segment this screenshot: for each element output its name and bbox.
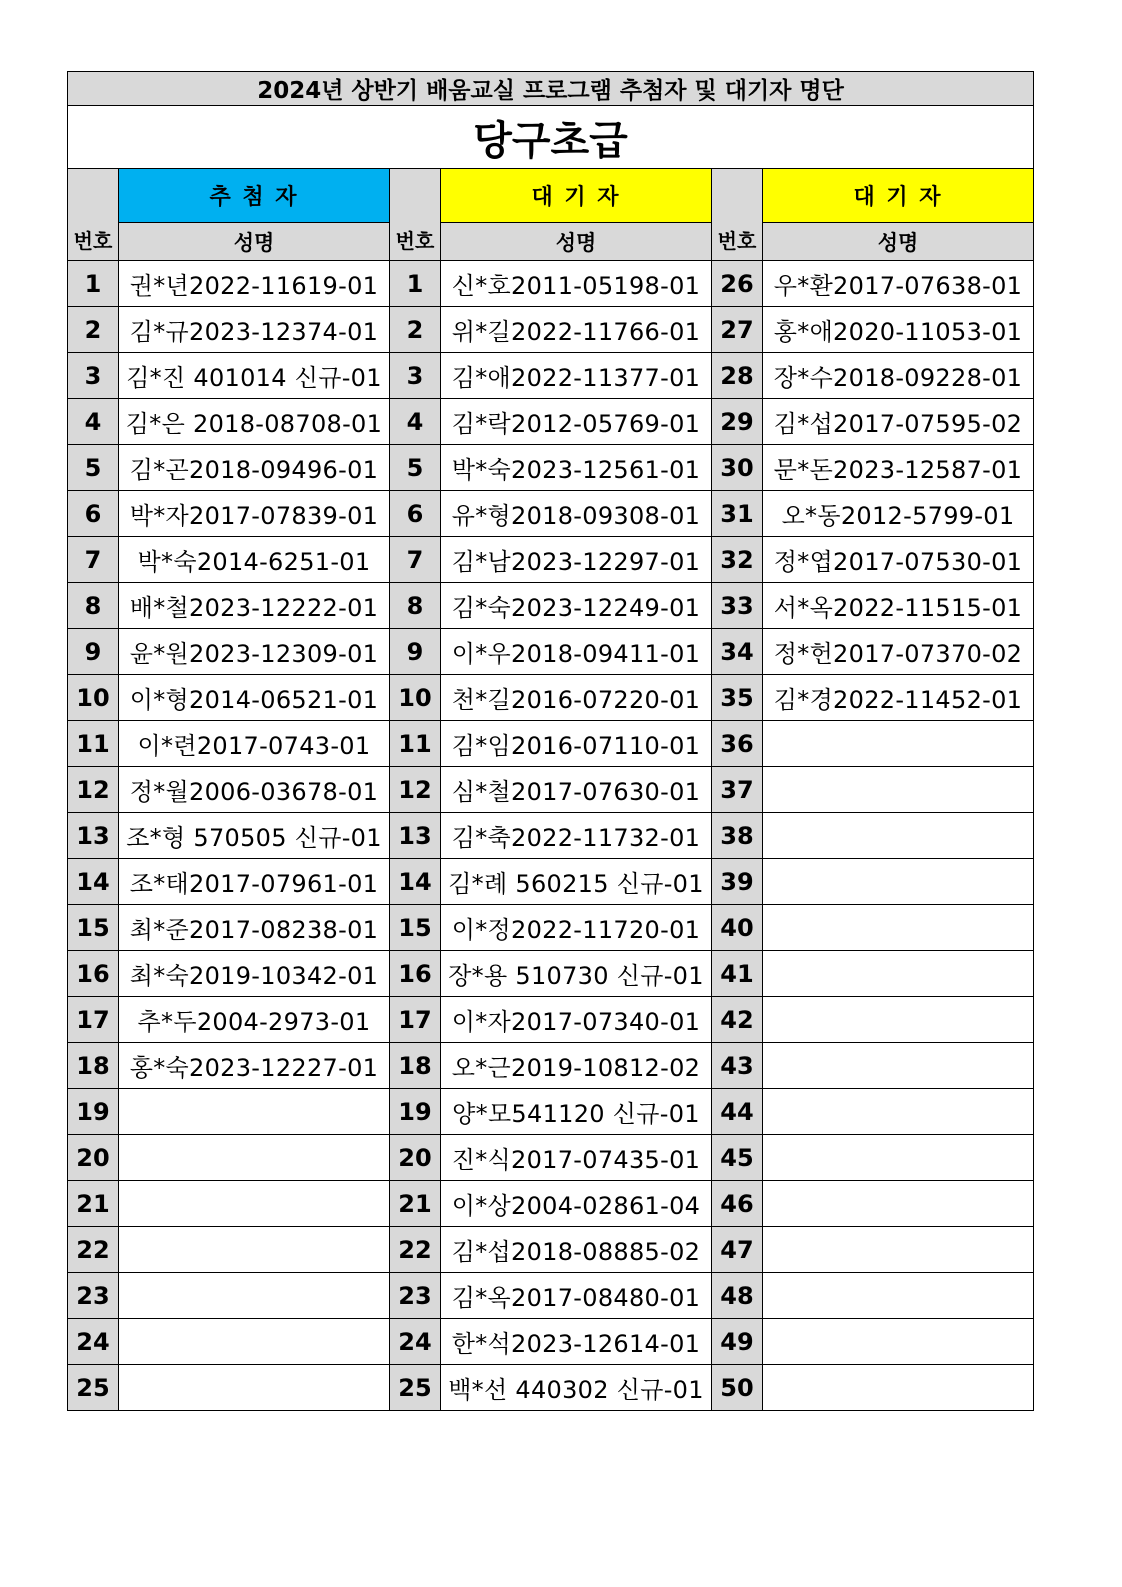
- winner-name: 배*철2023-12222-01: [119, 583, 390, 629]
- waitlist-number: 40: [712, 905, 763, 951]
- waitlist-name: 유*형2018-09308-01: [441, 491, 712, 537]
- waitlist-number: 34: [712, 629, 763, 675]
- waitlist-name: 심*철2017-07630-01: [441, 767, 712, 813]
- waitlist-name: 김*옥2017-08480-01: [441, 1273, 712, 1319]
- waitlist-number: 41: [712, 951, 763, 997]
- waitlist-name: [763, 1273, 1034, 1319]
- winner-number: 24: [68, 1319, 119, 1365]
- winner-name: [119, 1273, 390, 1319]
- waitlist-name: [763, 997, 1034, 1043]
- waitlist-number: 26: [712, 261, 763, 307]
- table-row: [68, 1181, 1034, 1227]
- winner-number: 1: [68, 261, 119, 307]
- table-row: [68, 399, 1034, 445]
- table-row: [68, 1135, 1034, 1181]
- winner-number: 9: [68, 629, 119, 675]
- table-row: [68, 1273, 1034, 1319]
- winner-name: [119, 1319, 390, 1365]
- table-row: [68, 1043, 1034, 1089]
- number-header: 번호: [68, 169, 119, 261]
- waitlist-name: [763, 1319, 1034, 1365]
- waitlist-name: 진*식2017-07435-01: [441, 1135, 712, 1181]
- waitlist-number: 1: [390, 261, 441, 307]
- waitlist-number: 24: [390, 1319, 441, 1365]
- table-row: [68, 721, 1034, 767]
- waitlist-number: 43: [712, 1043, 763, 1089]
- waitlist-number: 8: [390, 583, 441, 629]
- waitlist-number: 17: [390, 997, 441, 1043]
- waitlist-number: 39: [712, 859, 763, 905]
- winner-name: 최*숙2019-10342-01: [119, 951, 390, 997]
- waitlist-number: 14: [390, 859, 441, 905]
- waitlist-number: 3: [390, 353, 441, 399]
- waitlist-name: [763, 859, 1034, 905]
- waitlist-name: 김*섭2017-07595-02: [763, 399, 1034, 445]
- winner-number: 3: [68, 353, 119, 399]
- waitlist-number: 27: [712, 307, 763, 353]
- name-header: 성명: [763, 223, 1034, 261]
- table-row: [68, 675, 1034, 721]
- winner-name: 이*형2014-06521-01: [119, 675, 390, 721]
- waitlist-number: 20: [390, 1135, 441, 1181]
- winner-number: 4: [68, 399, 119, 445]
- waitlist-name: 장*용 510730 신규-01: [441, 951, 712, 997]
- waitlist-number: 22: [390, 1227, 441, 1273]
- winner-number: 19: [68, 1089, 119, 1135]
- waitlist-name: 홍*애2020-11053-01: [763, 307, 1034, 353]
- waitlist-name: [763, 1227, 1034, 1273]
- waitlist-number: 6: [390, 491, 441, 537]
- waitlist-name: 김*남2023-12297-01: [441, 537, 712, 583]
- waitlist-number: 36: [712, 721, 763, 767]
- waitlist-number: 46: [712, 1181, 763, 1227]
- waitlist-number: 28: [712, 353, 763, 399]
- waitlist-name: 박*숙2023-12561-01: [441, 445, 712, 491]
- waitlist-name: 백*선 440302 신규-01: [441, 1365, 712, 1411]
- waitlist-number: 33: [712, 583, 763, 629]
- winner-number: 15: [68, 905, 119, 951]
- winner-name: 박*숙2014-6251-01: [119, 537, 390, 583]
- waitlist-name: [763, 1135, 1034, 1181]
- winner-number: 21: [68, 1181, 119, 1227]
- waitlist-name: 한*석2023-12614-01: [441, 1319, 712, 1365]
- winner-name: 이*련2017-0743-01: [119, 721, 390, 767]
- waitlist-name: [763, 813, 1034, 859]
- waitlist-name: 신*호2011-05198-01: [441, 261, 712, 307]
- waitlist-number: 5: [390, 445, 441, 491]
- winner-name: [119, 1365, 390, 1411]
- table-row: [68, 491, 1034, 537]
- winner-name: [119, 1089, 390, 1135]
- winner-number: 23: [68, 1273, 119, 1319]
- winner-name: 권*년2022-11619-01: [119, 261, 390, 307]
- winner-number: 5: [68, 445, 119, 491]
- waitlist-name: 김*숙2023-12249-01: [441, 583, 712, 629]
- table-row: [68, 951, 1034, 997]
- winner-name: [119, 1227, 390, 1273]
- winner-name: 김*은 2018-08708-01: [119, 399, 390, 445]
- waitlist-number: 49: [712, 1319, 763, 1365]
- table-row: [68, 997, 1034, 1043]
- waitlist-name: 오*동2012-5799-01: [763, 491, 1034, 537]
- waitlist-number: 21: [390, 1181, 441, 1227]
- winner-name: 추*두2004-2973-01: [119, 997, 390, 1043]
- number-header: 번호: [390, 169, 441, 261]
- waitlist-number: 29: [712, 399, 763, 445]
- waitlist-number: 4: [390, 399, 441, 445]
- winner-name: 김*곤2018-09496-01: [119, 445, 390, 491]
- table-row: [68, 307, 1034, 353]
- winner-name: [119, 1135, 390, 1181]
- waitlist-number: 13: [390, 813, 441, 859]
- winner-number: 25: [68, 1365, 119, 1411]
- winner-number: 2: [68, 307, 119, 353]
- table-row: [68, 1319, 1034, 1365]
- waitlist-name: 김*임2016-07110-01: [441, 721, 712, 767]
- waitlist-name: 우*환2017-07638-01: [763, 261, 1034, 307]
- winner-name: 정*월2006-03678-01: [119, 767, 390, 813]
- waitlist-number: 9: [390, 629, 441, 675]
- waitlist-name: 이*상2004-02861-04: [441, 1181, 712, 1227]
- waitlist-number: 32: [712, 537, 763, 583]
- waitlist-name: 장*수2018-09228-01: [763, 353, 1034, 399]
- waitlist-number: 16: [390, 951, 441, 997]
- waitlist-name: 이*자2017-07340-01: [441, 997, 712, 1043]
- waitlist-number: 45: [712, 1135, 763, 1181]
- table-row: [68, 859, 1034, 905]
- roster-table: [67, 71, 1034, 1411]
- table-row: [68, 537, 1034, 583]
- winner-number: 10: [68, 675, 119, 721]
- winner-name: 박*자2017-07839-01: [119, 491, 390, 537]
- winner-number: 17: [68, 997, 119, 1043]
- winner-name: 조*태2017-07961-01: [119, 859, 390, 905]
- winner-name: 김*규2023-12374-01: [119, 307, 390, 353]
- waitlist-number: 18: [390, 1043, 441, 1089]
- waitlist-name: 이*정2022-11720-01: [441, 905, 712, 951]
- winner-number: 12: [68, 767, 119, 813]
- winner-number: 22: [68, 1227, 119, 1273]
- winner-name: 최*준2017-08238-01: [119, 905, 390, 951]
- table-row: [68, 629, 1034, 675]
- winner-number: 7: [68, 537, 119, 583]
- winner-number: 6: [68, 491, 119, 537]
- waitlist-name: 문*돈2023-12587-01: [763, 445, 1034, 491]
- waitlist-name: 천*길2016-07220-01: [441, 675, 712, 721]
- winner-number: 18: [68, 1043, 119, 1089]
- waitlist-number: 42: [712, 997, 763, 1043]
- waitlist-name: 김*례 560215 신규-01: [441, 859, 712, 905]
- table-row: [68, 445, 1034, 491]
- waitlist-number: 10: [390, 675, 441, 721]
- number-header: 번호: [712, 169, 763, 261]
- waitlist-number: 31: [712, 491, 763, 537]
- winner-number: 16: [68, 951, 119, 997]
- winner-name: 조*형 570505 신규-01: [119, 813, 390, 859]
- waitlist-number: 23: [390, 1273, 441, 1319]
- table-row: [68, 767, 1034, 813]
- winner-number: 20: [68, 1135, 119, 1181]
- waitlist-name: 이*우2018-09411-01: [441, 629, 712, 675]
- winner-name: 김*진 401014 신규-01: [119, 353, 390, 399]
- waitlist-name: [763, 1181, 1034, 1227]
- waitlist-name: 김*애2022-11377-01: [441, 353, 712, 399]
- waitlist-name: [763, 951, 1034, 997]
- table-row: [68, 1089, 1034, 1135]
- table-row: [68, 905, 1034, 951]
- waitlist-number: 11: [390, 721, 441, 767]
- document-title: 2024년 상반기 배움교실 프로그램 추첨자 및 대기자 명단: [68, 72, 1034, 106]
- waitlist-name: [763, 767, 1034, 813]
- waitlist-number: 38: [712, 813, 763, 859]
- winner-number: 8: [68, 583, 119, 629]
- program-name: 당구초급: [68, 106, 1034, 169]
- waitlist-number: 47: [712, 1227, 763, 1273]
- winner-name: 홍*숙2023-12227-01: [119, 1043, 390, 1089]
- waitlist-name: [763, 1089, 1034, 1135]
- waitlist-name: 정*엽2017-07530-01: [763, 537, 1034, 583]
- waitlist-name: 서*옥2022-11515-01: [763, 583, 1034, 629]
- waitlist-name: [763, 721, 1034, 767]
- waitlist-name: [763, 1365, 1034, 1411]
- winners-header: 추 첨 자: [119, 169, 390, 223]
- waitlist-number: 25: [390, 1365, 441, 1411]
- waitlist-number: 44: [712, 1089, 763, 1135]
- waitlist-name: 김*락2012-05769-01: [441, 399, 712, 445]
- name-header: 성명: [441, 223, 712, 261]
- waitlist-number: 48: [712, 1273, 763, 1319]
- waitlist-number: 35: [712, 675, 763, 721]
- waitlist-number: 12: [390, 767, 441, 813]
- table-row: [68, 261, 1034, 307]
- waitlist-number: 37: [712, 767, 763, 813]
- table-row: [68, 353, 1034, 399]
- winner-name: 윤*원2023-12309-01: [119, 629, 390, 675]
- waitlist-number: 50: [712, 1365, 763, 1411]
- winner-name: [119, 1181, 390, 1227]
- waitlist-number: 2: [390, 307, 441, 353]
- waitlist-number: 7: [390, 537, 441, 583]
- waitlist-name: 김*경2022-11452-01: [763, 675, 1034, 721]
- waitlist-name: 양*모541120 신규-01: [441, 1089, 712, 1135]
- waitlist-number: 30: [712, 445, 763, 491]
- waitlist-number: 19: [390, 1089, 441, 1135]
- waitlist-name: 정*헌2017-07370-02: [763, 629, 1034, 675]
- name-header: 성명: [119, 223, 390, 261]
- winner-number: 11: [68, 721, 119, 767]
- table-row: [68, 813, 1034, 859]
- waitlist-name: 오*근2019-10812-02: [441, 1043, 712, 1089]
- waitlist-name: 김*축2022-11732-01: [441, 813, 712, 859]
- waitlist-name: [763, 905, 1034, 951]
- waitlist-name: 위*길2022-11766-01: [441, 307, 712, 353]
- table-row: [68, 583, 1034, 629]
- table-row: [68, 1227, 1034, 1273]
- waitlist-name: 김*섭2018-08885-02: [441, 1227, 712, 1273]
- waitlist-header-2: 대 기 자: [763, 169, 1034, 223]
- waitlist-number: 15: [390, 905, 441, 951]
- winner-number: 14: [68, 859, 119, 905]
- winner-number: 13: [68, 813, 119, 859]
- table-row: [68, 1365, 1034, 1411]
- waitlist-header-1: 대 기 자: [441, 169, 712, 223]
- waitlist-name: [763, 1043, 1034, 1089]
